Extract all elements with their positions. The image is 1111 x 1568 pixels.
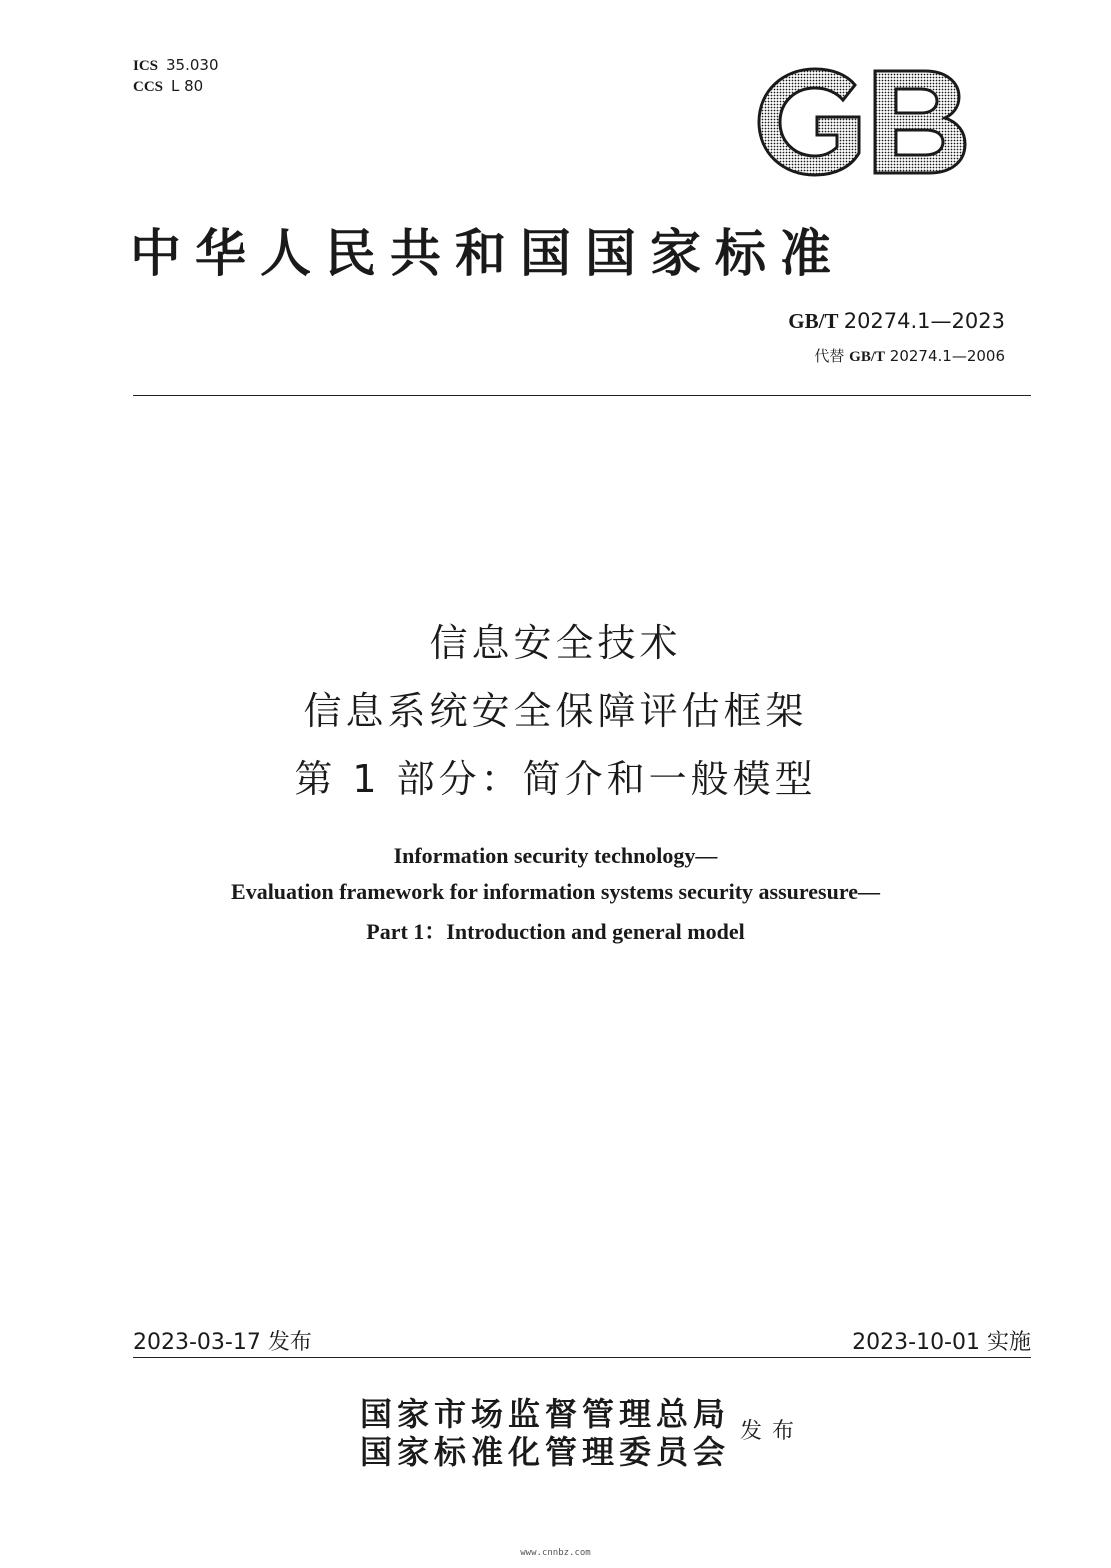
implementation-date: 2023-10-01 实施 — [852, 1330, 1031, 1355]
top-divider — [133, 395, 1031, 396]
replaces-number: 20274.1—2006 — [889, 347, 1005, 365]
issuer-samr: 国家市场监督管理总局 — [360, 1395, 731, 1433]
ics-value: 35.030 — [166, 56, 219, 74]
title-cn-line3: 第 1 部分：简介和一般模型 — [294, 757, 817, 801]
ccs-label: CCS — [133, 79, 164, 95]
standard-prefix: GB/T — [788, 309, 839, 333]
classification-codes — [133, 55, 219, 97]
replaces-label: 代替 — [814, 347, 845, 365]
title-cn-line1: 信息安全技术 — [429, 621, 682, 665]
bottom-divider — [133, 1357, 1031, 1358]
issuer-sac: 国家标准化管理委员会 — [360, 1433, 731, 1471]
standard-number — [788, 309, 1005, 334]
publish-label: 发布 — [740, 1419, 805, 1444]
ics-label: ICS — [133, 58, 159, 74]
issuing-authorities — [360, 1395, 730, 1471]
ccs-code — [133, 76, 219, 97]
title-cn-line2: 信息系统安全保障评估框架 — [303, 689, 808, 733]
standard-number-value: 20274.1—2023 — [843, 309, 1005, 333]
replaces-standard — [814, 345, 1005, 366]
replaces-prefix: GB/T — [849, 349, 886, 365]
watermark: www.cnnbz.com — [520, 1548, 591, 1558]
ccs-value: L 80 — [171, 77, 204, 95]
gb-logo — [755, 67, 970, 177]
title-en-line1: Information security technology— — [393, 843, 718, 868]
national-standard-title: 中华人民共和国国家标准 — [130, 224, 846, 284]
ics-code — [133, 55, 219, 76]
issue-date: 2023-03-17 发布 — [133, 1330, 312, 1355]
title-en-line2: Evaluation framework for information systems security assuresure— — [231, 879, 880, 904]
title-en-line3: Part 1：Introduction and general model — [366, 919, 745, 944]
